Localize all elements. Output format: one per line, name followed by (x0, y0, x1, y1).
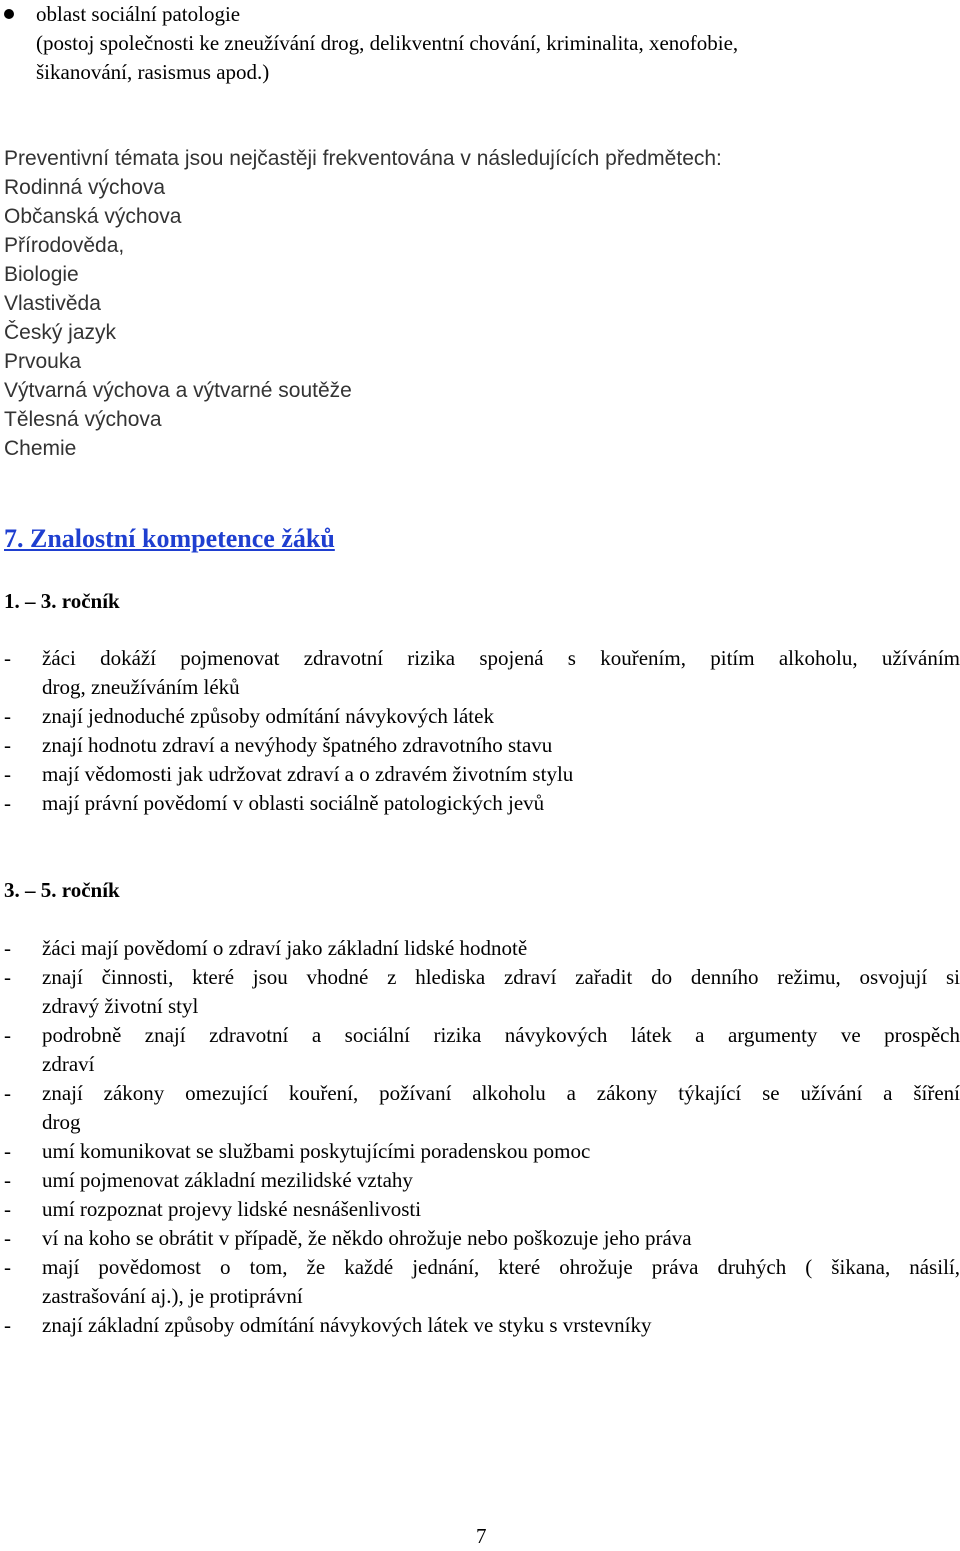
bullet-dot-icon (4, 9, 14, 19)
competence-item-line: mají právní povědomí v oblasti sociálně patologických jevů (42, 791, 545, 815)
page-number: 7 (476, 1524, 487, 1548)
competence-item-line: umí pojmenovat základní mezilidské vztahy (42, 1168, 413, 1192)
competence-item-line: drog, zneužíváním léků (42, 675, 240, 699)
competence-item-line: znají zákony omezující kouření, požívaní alkoholu a zákony týkající se užívání a šíření (42, 1081, 960, 1105)
section-heading: 7. Znalostní kompetence žáků (4, 524, 335, 553)
competence-item-line: umí rozpoznat projevy lidské nesnášenlivosti (42, 1197, 422, 1221)
dash-bullet: - (4, 704, 11, 728)
competence-item-line: podrobně znají zdravotní a sociální rizika návykových látek a argumenty ve prospěch (42, 1023, 960, 1047)
dash-bullet: - (4, 1168, 11, 1192)
competence-item-line: žáci mají povědomí o zdraví jako základní lidské hodnotě (42, 936, 528, 960)
bullet-title: oblast sociální patologie (36, 2, 241, 26)
competence-item-line: mají vědomosti jak udržovat zdraví a o zdravém životním stylu (42, 762, 574, 786)
subject-item: Přírodověda, (4, 234, 125, 257)
dash-bullet: - (4, 1081, 11, 1105)
competence-item-line: drog (42, 1110, 81, 1134)
dash-bullet: - (4, 936, 11, 960)
competence-item-line: mají povědomost o tom, že každé jednání, které ohrožuje práva druhých ( šikana, násilí, (42, 1255, 960, 1279)
competence-item-line: žáci dokáží pojmenovat zdravotní rizika spojená s kouřením, pitím alkoholu, užíváním (42, 646, 960, 670)
competence-item-line: znají činnosti, které jsou vhodné z hlediska zdraví zařadit do denního režimu, osvojují si (42, 965, 960, 989)
dash-bullet: - (4, 1197, 11, 1221)
dash-bullet: - (4, 965, 11, 989)
grade-label-3-5: 3. – 5. ročník (4, 878, 120, 902)
subject-item: Rodinná výchova (4, 176, 166, 199)
subjects-intro: Preventivní témata jsou nejčastěji frekventována v následujících předmětech: (4, 147, 722, 170)
subject-item: Biologie (4, 263, 79, 286)
dash-bullet: - (4, 1255, 11, 1279)
grade-label-1-3: 1. – 3. ročník (4, 589, 120, 613)
competence-item-line: zdravý životní styl (42, 994, 199, 1018)
competence-item-line: ví na koho se obrátit v případě, že někdo ohrožuje nebo poškozuje jeho práva (42, 1226, 692, 1250)
dash-bullet: - (4, 646, 11, 670)
subject-item: Český jazyk (4, 321, 117, 344)
dash-bullet: - (4, 1023, 11, 1047)
bullet-line-2: (postoj společnosti ke zneužívání drog, delikventní chování, kriminalita, xenofobie, (36, 31, 739, 55)
competence-item-line: znají hodnotu zdraví a nevýhody špatného zdravotního stavu (42, 733, 553, 757)
subject-item: Chemie (4, 437, 77, 460)
bullet-line-3: šikanování, rasismus apod.) (36, 60, 270, 84)
subject-item: Občanská výchova (4, 205, 182, 228)
dash-bullet: - (4, 733, 11, 757)
dash-bullet: - (4, 1313, 11, 1337)
competence-item-line: zastrašování aj.), je protiprávní (42, 1284, 303, 1308)
competence-item-line: znají jednoduché způsoby odmítání návykových látek (42, 704, 494, 728)
competence-item-line: znají základní způsoby odmítání návykových látek ve styku s vrstevníky (42, 1313, 652, 1337)
competence-item-line: umí komunikovat se službami poskytujícími poradenskou pomoc (42, 1139, 591, 1163)
dash-bullet: - (4, 1226, 11, 1250)
subject-item: Výtvarná výchova a výtvarné soutěže (4, 379, 352, 402)
dash-bullet: - (4, 762, 11, 786)
dash-bullet: - (4, 791, 11, 815)
subject-item: Vlastivěda (4, 292, 101, 315)
dash-bullet: - (4, 1139, 11, 1163)
subject-item: Tělesná výchova (4, 408, 162, 431)
subject-item: Prvouka (4, 350, 82, 373)
competence-item-line: zdraví (42, 1052, 95, 1076)
